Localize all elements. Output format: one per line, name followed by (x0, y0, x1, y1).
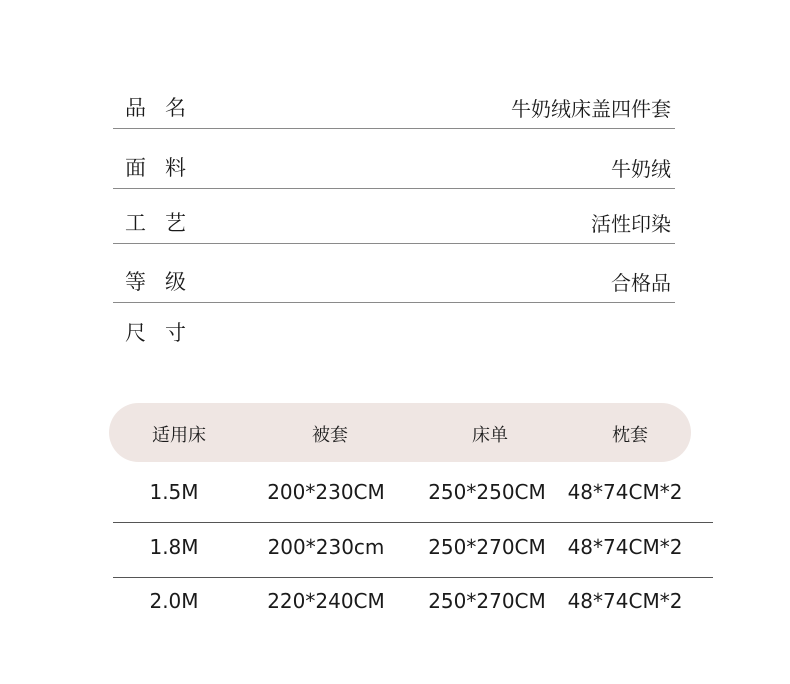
column-header-sheet: 床单 (472, 425, 508, 446)
spec-row-fabric (113, 148, 675, 189)
spec-label: 面料 (125, 156, 205, 180)
spec-label: 品名 (125, 96, 205, 120)
table-cell: 200*230CM (267, 480, 385, 504)
table-cell: 48*74CM*2 (567, 589, 683, 613)
table-row (113, 577, 713, 631)
spec-row-grade (113, 262, 675, 303)
spec-label: 尺寸 (125, 321, 205, 345)
table-cell: 1.8M (149, 535, 199, 559)
spec-label: 工艺 (125, 211, 205, 235)
table-cell: 48*74CM*2 (567, 535, 683, 559)
table-cell: 2.0M (149, 589, 199, 613)
spec-value: 牛奶绒床盖四件套 (511, 97, 671, 121)
spec-value: 牛奶绒 (611, 157, 671, 181)
size-table-header (109, 403, 691, 462)
table-cell: 250*270CM (428, 535, 546, 559)
spec-row-craft (113, 203, 675, 244)
spec-row-name (113, 88, 675, 129)
column-header-duvet-cover: 被套 (312, 425, 348, 446)
table-cell: 48*74CM*2 (567, 480, 683, 504)
spec-label: 等级 (125, 270, 205, 294)
column-header-bed: 适用床 (152, 425, 206, 446)
spec-value: 活性印染 (591, 212, 671, 236)
table-row (113, 468, 713, 523)
table-cell: 200*230cm (267, 535, 385, 559)
spec-value: 合格品 (611, 271, 671, 295)
table-cell: 250*250CM (428, 480, 546, 504)
table-row (113, 523, 713, 578)
spec-row-size (113, 313, 675, 353)
table-cell: 250*270CM (428, 589, 546, 613)
table-cell: 220*240CM (267, 589, 385, 613)
column-header-pillowcase: 枕套 (612, 425, 648, 446)
table-cell: 1.5M (149, 480, 199, 504)
